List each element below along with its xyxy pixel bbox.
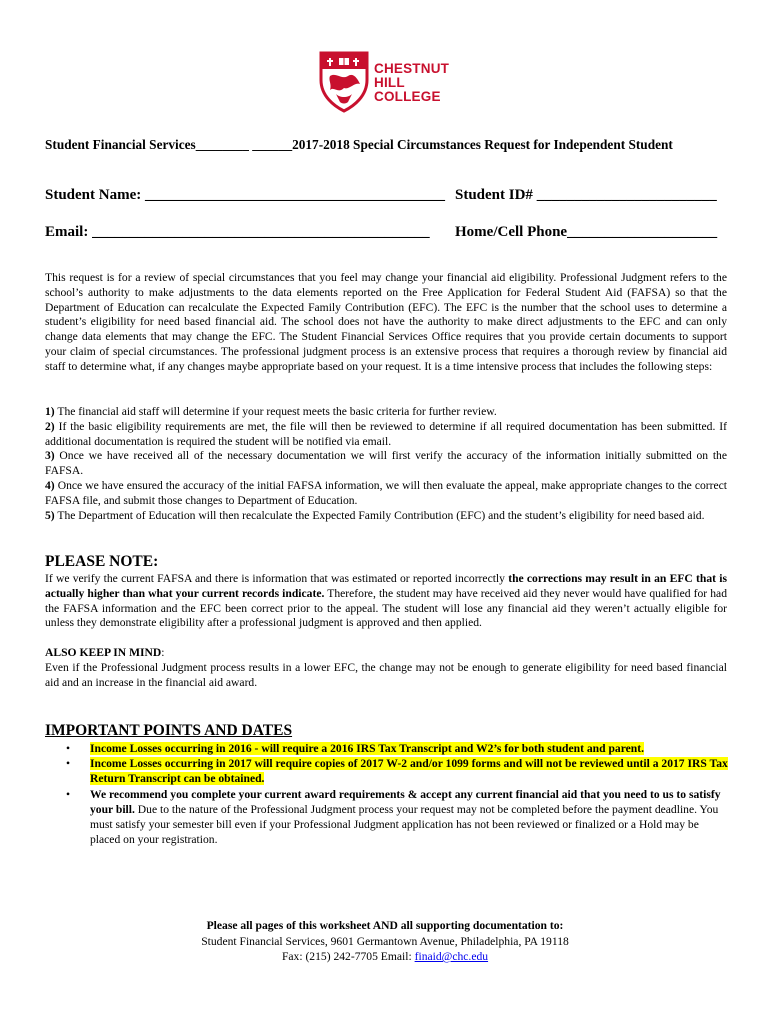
footer-instruction: Please all pages of this worksheet AND all supporting documentation to: bbox=[206, 919, 564, 932]
email-field[interactable]: _____________________________________________ bbox=[92, 224, 430, 240]
footer-fax: Fax: (215) 242-7705 Email: bbox=[281, 950, 415, 963]
student-id-label: Student ID# bbox=[455, 187, 533, 203]
bullet-icon: • bbox=[66, 757, 71, 770]
student-name-field[interactable]: ________________________________________ bbox=[145, 187, 445, 203]
important-item-3-emphasis: We recommend you complete your current award requirements & accept any current financial aid that you need to us to satisfy your bill. bbox=[90, 788, 721, 816]
please-note-heading: PLEASE NOTE: bbox=[45, 553, 159, 570]
bullet-icon: • bbox=[66, 788, 71, 801]
phone-field[interactable]: ____________________ bbox=[567, 224, 718, 240]
step-number: 3) bbox=[45, 449, 55, 463]
list-item bbox=[62, 787, 728, 847]
please-note-text bbox=[45, 572, 727, 631]
step-text: If the basic eligibility requirements are met, the file will then be reviewed to determine if all required documentation has been submitted. If additional documentation is required the student will be notified via email. bbox=[45, 419, 727, 448]
important-item-2: Income Losses occurring in 2017 will require copies of 2017 W-2 and/or 1099 forms and will not be reviewed until a 2017 IRS Tax Return Transcript can be obtained. bbox=[90, 757, 728, 785]
footer-email-link[interactable]: finaid@chc.edu bbox=[414, 950, 489, 963]
step-text: Once we have received all of the necessary documentation we will first verify the accuracy of the information initially submitted on the FAFSA. bbox=[45, 449, 727, 478]
also-keep-text: Even if the Professional Judgment process results in a lower EFC, the change may not be enough to generate eligibility for need based financial aid and an increase in the financial aid award. bbox=[45, 660, 727, 689]
wordmark-line-1: CHESTNUT bbox=[374, 61, 450, 76]
step-item bbox=[45, 509, 727, 524]
email-row bbox=[45, 224, 430, 241]
important-points-heading: IMPORTANT POINTS AND DATES bbox=[45, 722, 293, 739]
step-number: 1) bbox=[45, 405, 55, 418]
important-item-3-text: Due to the nature of the Professional Judgment process your request may not be completed before the payment deadline. You must satisfy your semester bill even if your Professional Judgment application has not been reviewed or finalized or a Hold may be placed on your registration. bbox=[90, 803, 719, 846]
step-item bbox=[45, 405, 727, 420]
step-item bbox=[45, 479, 727, 509]
step-text: The financial aid staff will determine if your request meets the basic criteria for further review. bbox=[54, 405, 497, 418]
intro-paragraph bbox=[45, 271, 727, 375]
college-wordmark bbox=[374, 62, 449, 104]
please-note-text-b: Therefore, the student may have received aid they never would have qualified for had the FAFSA information and the EFC been correct prior to the appeal. The student will lose any financial aid they weren’t actually eligible for unless they demonstrate eligibility after a professional judgment is approved and then applied. bbox=[45, 586, 727, 630]
college-crest-icon bbox=[318, 50, 370, 114]
also-keep-title: ALSO KEEP IN MIND bbox=[45, 646, 162, 659]
student-id-row bbox=[455, 187, 717, 204]
also-keep-colon: : bbox=[161, 646, 165, 659]
please-note-text-a: If we verify the current FAFSA and there is information that was estimated or reported incorrectly bbox=[45, 572, 509, 585]
steps-list bbox=[45, 405, 727, 523]
please-note-paragraph bbox=[45, 572, 727, 631]
step-number: 2) bbox=[45, 419, 55, 433]
please-note-emphasis: the corrections may result in an EFC that is actually higher than what your current records indicate. bbox=[45, 572, 727, 600]
step-number: 5) bbox=[45, 508, 55, 522]
student-id-field[interactable]: ________________________ bbox=[536, 187, 717, 203]
step-item bbox=[45, 420, 727, 450]
step-text: Once we have ensured the accuracy of the initial FAFSA information, we will then evaluate the appeal, make appropriate changes to the correct FAFSA file, and submit those changes to Department of Education. bbox=[45, 478, 727, 507]
wordmark-line-3: COLLEGE bbox=[374, 89, 441, 104]
footer-address: Student Financial Services, 9601 Germantown Avenue, Philadelphia, PA 19118 bbox=[201, 934, 569, 948]
email-label: Email: bbox=[45, 224, 89, 240]
step-number: 4) bbox=[45, 478, 55, 492]
list-item bbox=[62, 756, 728, 786]
step-item bbox=[45, 449, 727, 479]
step-text: The Department of Education will then recalculate the Expected Family Contribution (EFC) and the student’s eligibility for need based aid. bbox=[54, 508, 705, 522]
important-item-1: Income Losses occurring in 2016 - will require a 2016 IRS Tax Transcript and W2’s for both student and parent. bbox=[90, 742, 644, 755]
student-name-row bbox=[45, 187, 445, 204]
student-name-label: Student Name: bbox=[45, 187, 142, 203]
header-blanks: ________ ______ bbox=[195, 137, 293, 152]
also-keep-paragraph bbox=[45, 646, 727, 690]
wordmark-line-2: HILL bbox=[374, 75, 405, 90]
footer bbox=[0, 918, 770, 965]
list-item bbox=[62, 741, 728, 756]
bullet-icon: • bbox=[66, 742, 71, 755]
form-title: 2017-2018 Special Circumstances Request for Independent Student bbox=[292, 137, 673, 152]
important-points-list bbox=[62, 741, 728, 847]
phone-label: Home/Cell Phone bbox=[455, 224, 568, 240]
also-keep-heading bbox=[45, 646, 727, 661]
phone-row bbox=[455, 224, 717, 241]
department-name: Student Financial Services bbox=[45, 137, 196, 152]
college-logo bbox=[318, 50, 458, 114]
document-header bbox=[45, 137, 673, 153]
intro-text: This request is for a review of special circumstances that you feel may change your financial aid eligibility. Professional Judgment refers to the school’s authority to make adjustments to the data elements reported on the Free Application for Federal Student Aid (FAFSA) so that the Department of Education can recalculate the Expected Family Contribution (EFC). The EFC is the number that the school uses to determine a student’s eligibility for need based financial aid. The school does not have the authority to make direct adjustments to the EFC and can only change data elements that may change the EFC. The Student Financial Services Office requires that you provide certain documents to support your claim of special circumstances. The professional judgment process is an extensive process that requires a thorough review by financial aid staff to determine what, if any changes maybe appropriate based on your request. It is a time intensive process that includes the following steps: bbox=[45, 271, 727, 373]
footer-contact bbox=[0, 949, 770, 965]
